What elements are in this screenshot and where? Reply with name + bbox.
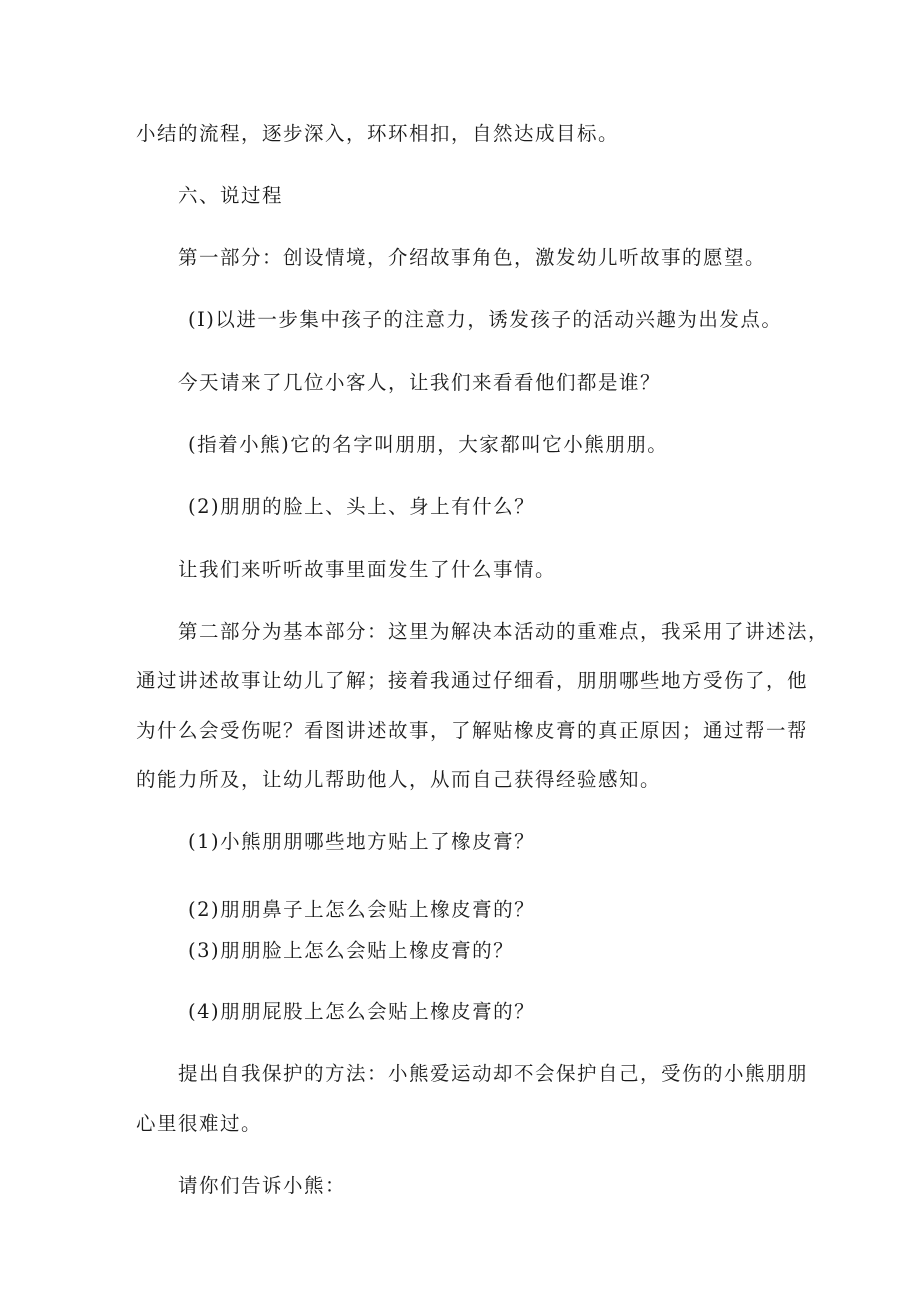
section-heading: 六、说过程 [178, 184, 284, 207]
paragraph-line: 小结的流程，逐步深入，环环相扣，自然达成目标。 [136, 122, 620, 145]
paragraph-line: 让我们来听听故事里面发生了什么事情。 [178, 558, 557, 581]
list-item: (2)朋朋鼻子上怎么会贴上橡皮膏的？ [188, 898, 536, 921]
list-item: (2)朋朋的脸上、头上、身上有什么？ [188, 495, 536, 518]
paragraph-line: 提出自我保护的方法：小熊爱运动却不会保护自己，受伤的小熊朋朋 [178, 1062, 809, 1085]
paragraph-line: 心里很难过。 [136, 1112, 263, 1135]
paragraph-line: 请你们告诉小熊： [178, 1174, 347, 1197]
list-item: (1)小熊朋朋哪些地方贴上了橡皮膏？ [188, 830, 536, 853]
paragraph-line: 今天请来了几位小客人，让我们来看看他们都是谁？ [178, 371, 662, 394]
paragraph-line: 的能力所及，让幼儿帮助他人，从而自己获得经验感知。 [136, 768, 662, 791]
list-item: (3)朋朋脸上怎么会贴上橡皮膏的？ [188, 939, 515, 962]
paragraph-line: 第一部分：创设情境，介绍故事角色，激发幼儿听故事的愿望。 [178, 246, 767, 269]
list-item: (4)朋朋屁股上怎么会贴上橡皮膏的？ [188, 1000, 536, 1023]
paragraph-line: 通过讲述故事让幼儿了解；接着我通过仔细看，朋朋哪些地方受伤了，他 [136, 669, 809, 692]
list-item: (I)以进一步集中孩子的注意力，诱发孩子的活动兴趣为出发点。 [188, 308, 783, 331]
list-item: (指着小熊)它的名字叫朋朋，大家都叫它小熊朋朋。 [188, 433, 669, 456]
paragraph-line: 第二部分为基本部分：这里为解决本活动的重难点，我采用了讲述法， [178, 620, 830, 643]
paragraph-line: 为什么会受伤呢？看图讲述故事，了解贴橡皮膏的真正原因；通过帮一帮 [136, 719, 809, 742]
